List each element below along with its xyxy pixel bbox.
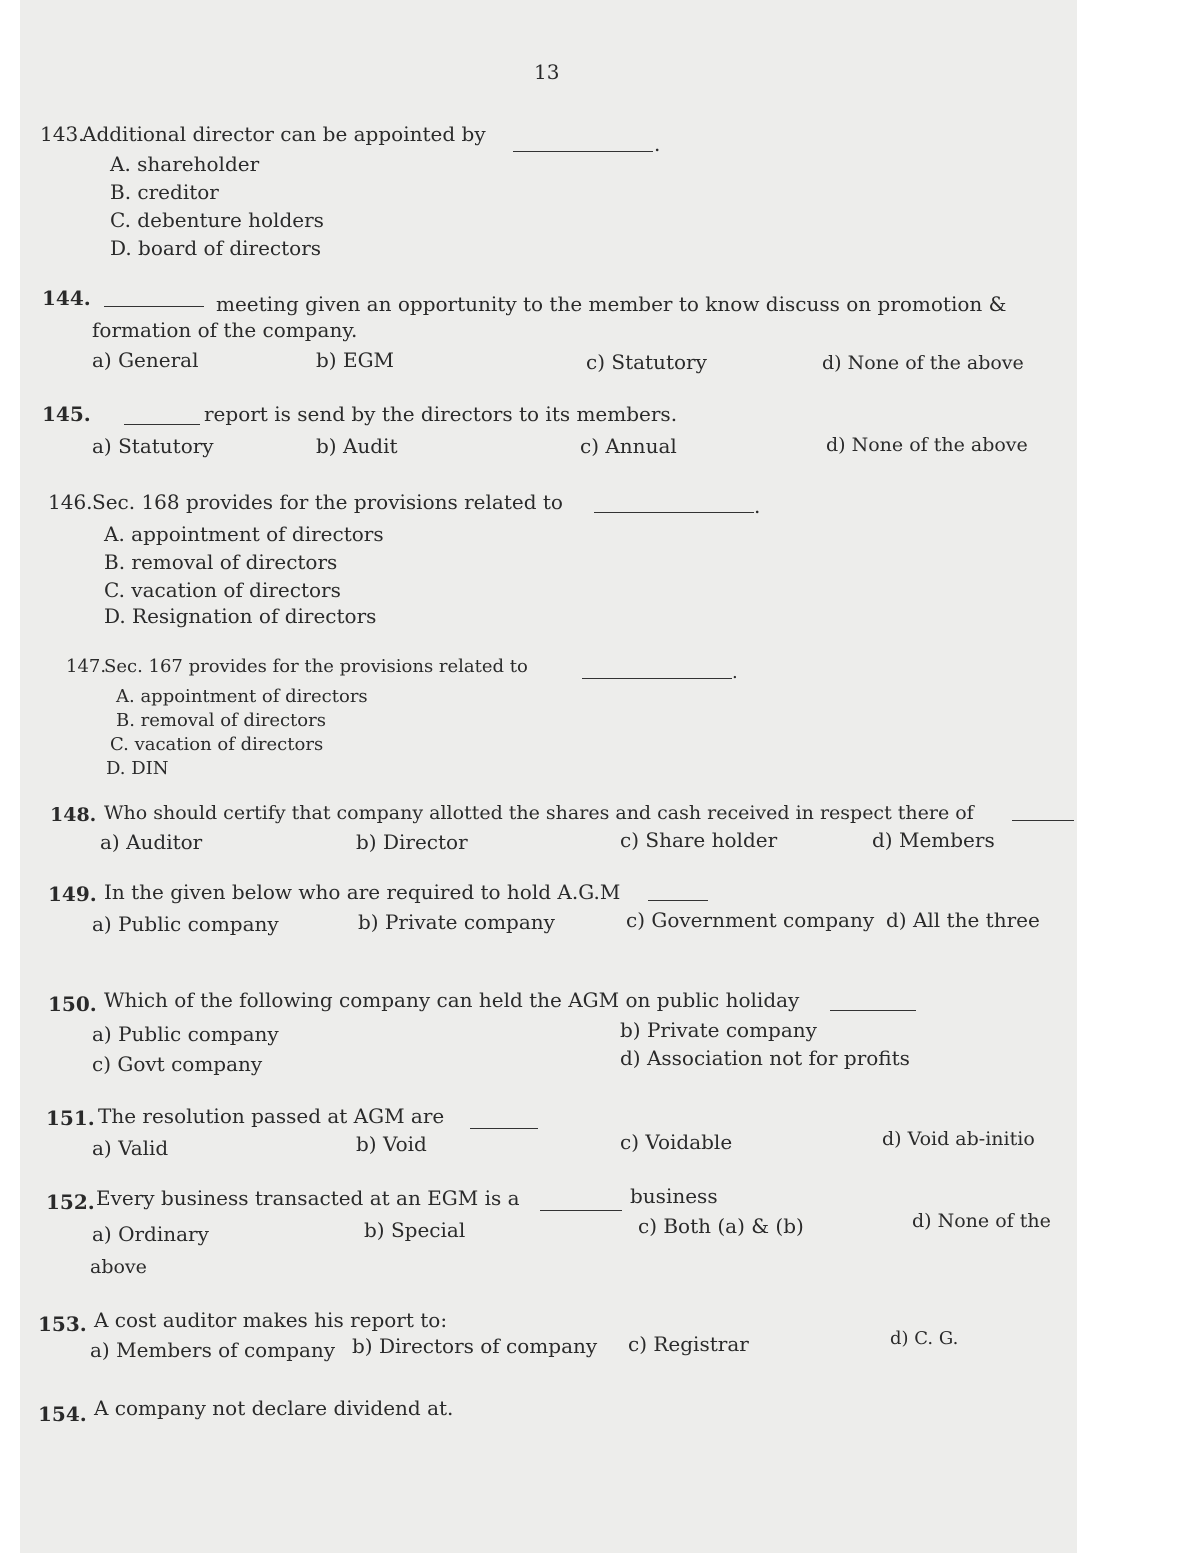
question-suffix: . [754,494,761,518]
option-d: d) Association not for profits [620,1046,910,1070]
answer-blank [582,678,732,679]
option-d: d) Members [872,828,995,852]
question-number: 148. [50,804,97,826]
question-number: 152. [46,1190,95,1214]
question-number: 147. [66,656,107,677]
question-suffix: . [732,662,738,683]
question-number: 144. [42,286,91,310]
question-number: 149. [48,882,97,906]
question-text: Additional director can be appointed by [82,122,486,146]
answer-blank [513,151,653,152]
exam-page [20,0,1077,1553]
question-number: 143. [40,122,85,146]
option-b: B. removal of directors [104,550,338,574]
option-d: D. DIN [106,758,169,779]
option-c: C. vacation of directors [110,734,324,755]
option-c: C. debenture holders [110,208,324,232]
question-suffix: . [654,132,661,156]
question-text: A cost auditor makes his report to: [94,1308,448,1332]
question-text: report is send by the directors to its members. [204,402,678,426]
answer-blank [830,1010,916,1011]
option-b: b) EGM [316,348,395,372]
option-d: d) None of the [912,1210,1051,1232]
question-number: 146. [48,490,93,514]
question-text: Which of the following company can held the AGM on public holiday [104,988,800,1012]
option-c: c) Share holder [620,828,778,852]
question-text: Every business transacted at an EGM is a [96,1186,520,1210]
option-a: A. appointment of directors [104,522,384,546]
option-c: C. vacation of directors [104,578,341,602]
question-number: 151. [46,1106,95,1130]
option-a: a) Valid [92,1136,169,1160]
question-number: 145. [42,402,91,426]
question-text: A company not declare dividend at. [94,1396,454,1420]
option-b: b) Private company [358,910,555,934]
question-text: meeting given an opportunity to the member to know discuss on promotion & [216,292,1007,316]
answer-blank [1012,820,1074,821]
option-a: A. appointment of directors [116,686,368,707]
option-a: a) Ordinary [92,1222,209,1246]
option-d: d) C. G. [890,1328,959,1349]
question-text: The resolution passed at AGM are [98,1104,445,1128]
question-text: Who should certify that company allotted the shares and cash received in respect there of [104,802,974,824]
option-b: b) Special [364,1218,466,1242]
answer-blank [104,306,204,307]
question-number: 150. [48,992,97,1016]
option-b: b) Private company [620,1018,817,1042]
option-a: a) General [92,348,199,372]
answer-blank [470,1128,538,1129]
option-b: b) Void [356,1132,427,1156]
option-b: b) Audit [316,434,398,458]
option-a: a) Public company [92,912,279,936]
option-d-continued: above [90,1256,147,1278]
answer-blank [594,512,754,513]
option-c: c) Annual [580,434,677,458]
option-d: d) All the three [886,908,1040,932]
option-b: b) Director [356,830,468,854]
question-text: Sec. 168 provides for the provisions related to [92,490,563,514]
answer-blank [124,424,200,425]
option-d: d) None of the above [826,434,1028,456]
option-a: a) Auditor [100,830,203,854]
question-text-after: business [630,1184,718,1208]
option-a: a) Members of company [90,1338,336,1362]
option-c: c) Government company [626,908,875,932]
page-number: 13 [534,60,560,84]
answer-blank [540,1210,622,1211]
question-text-line2: formation of the company. [92,318,358,342]
option-c: c) Both (a) & (b) [638,1214,804,1238]
option-c: c) Registrar [628,1332,749,1356]
option-c: c) Govt company [92,1052,263,1076]
option-d: d) None of the above [822,352,1024,374]
question-text: Sec. 167 provides for the provisions related to [104,656,528,677]
option-b: B. creditor [110,180,219,204]
option-d: D. board of directors [110,236,322,260]
question-number: 153. [38,1312,87,1336]
option-d: D. Resignation of directors [104,604,377,628]
option-a: A. shareholder [110,152,260,176]
option-a: a) Statutory [92,434,214,458]
option-c: c) Voidable [620,1130,733,1154]
option-a: a) Public company [92,1022,279,1046]
option-b: b) Directors of company [352,1334,598,1358]
question-number: 154. [38,1402,87,1426]
option-d: d) Void ab-initio [882,1128,1035,1150]
option-b: B. removal of directors [116,710,326,731]
answer-blank [648,900,708,901]
option-c: c) Statutory [586,350,707,374]
question-text: In the given below who are required to hold A.G.M [104,880,621,904]
